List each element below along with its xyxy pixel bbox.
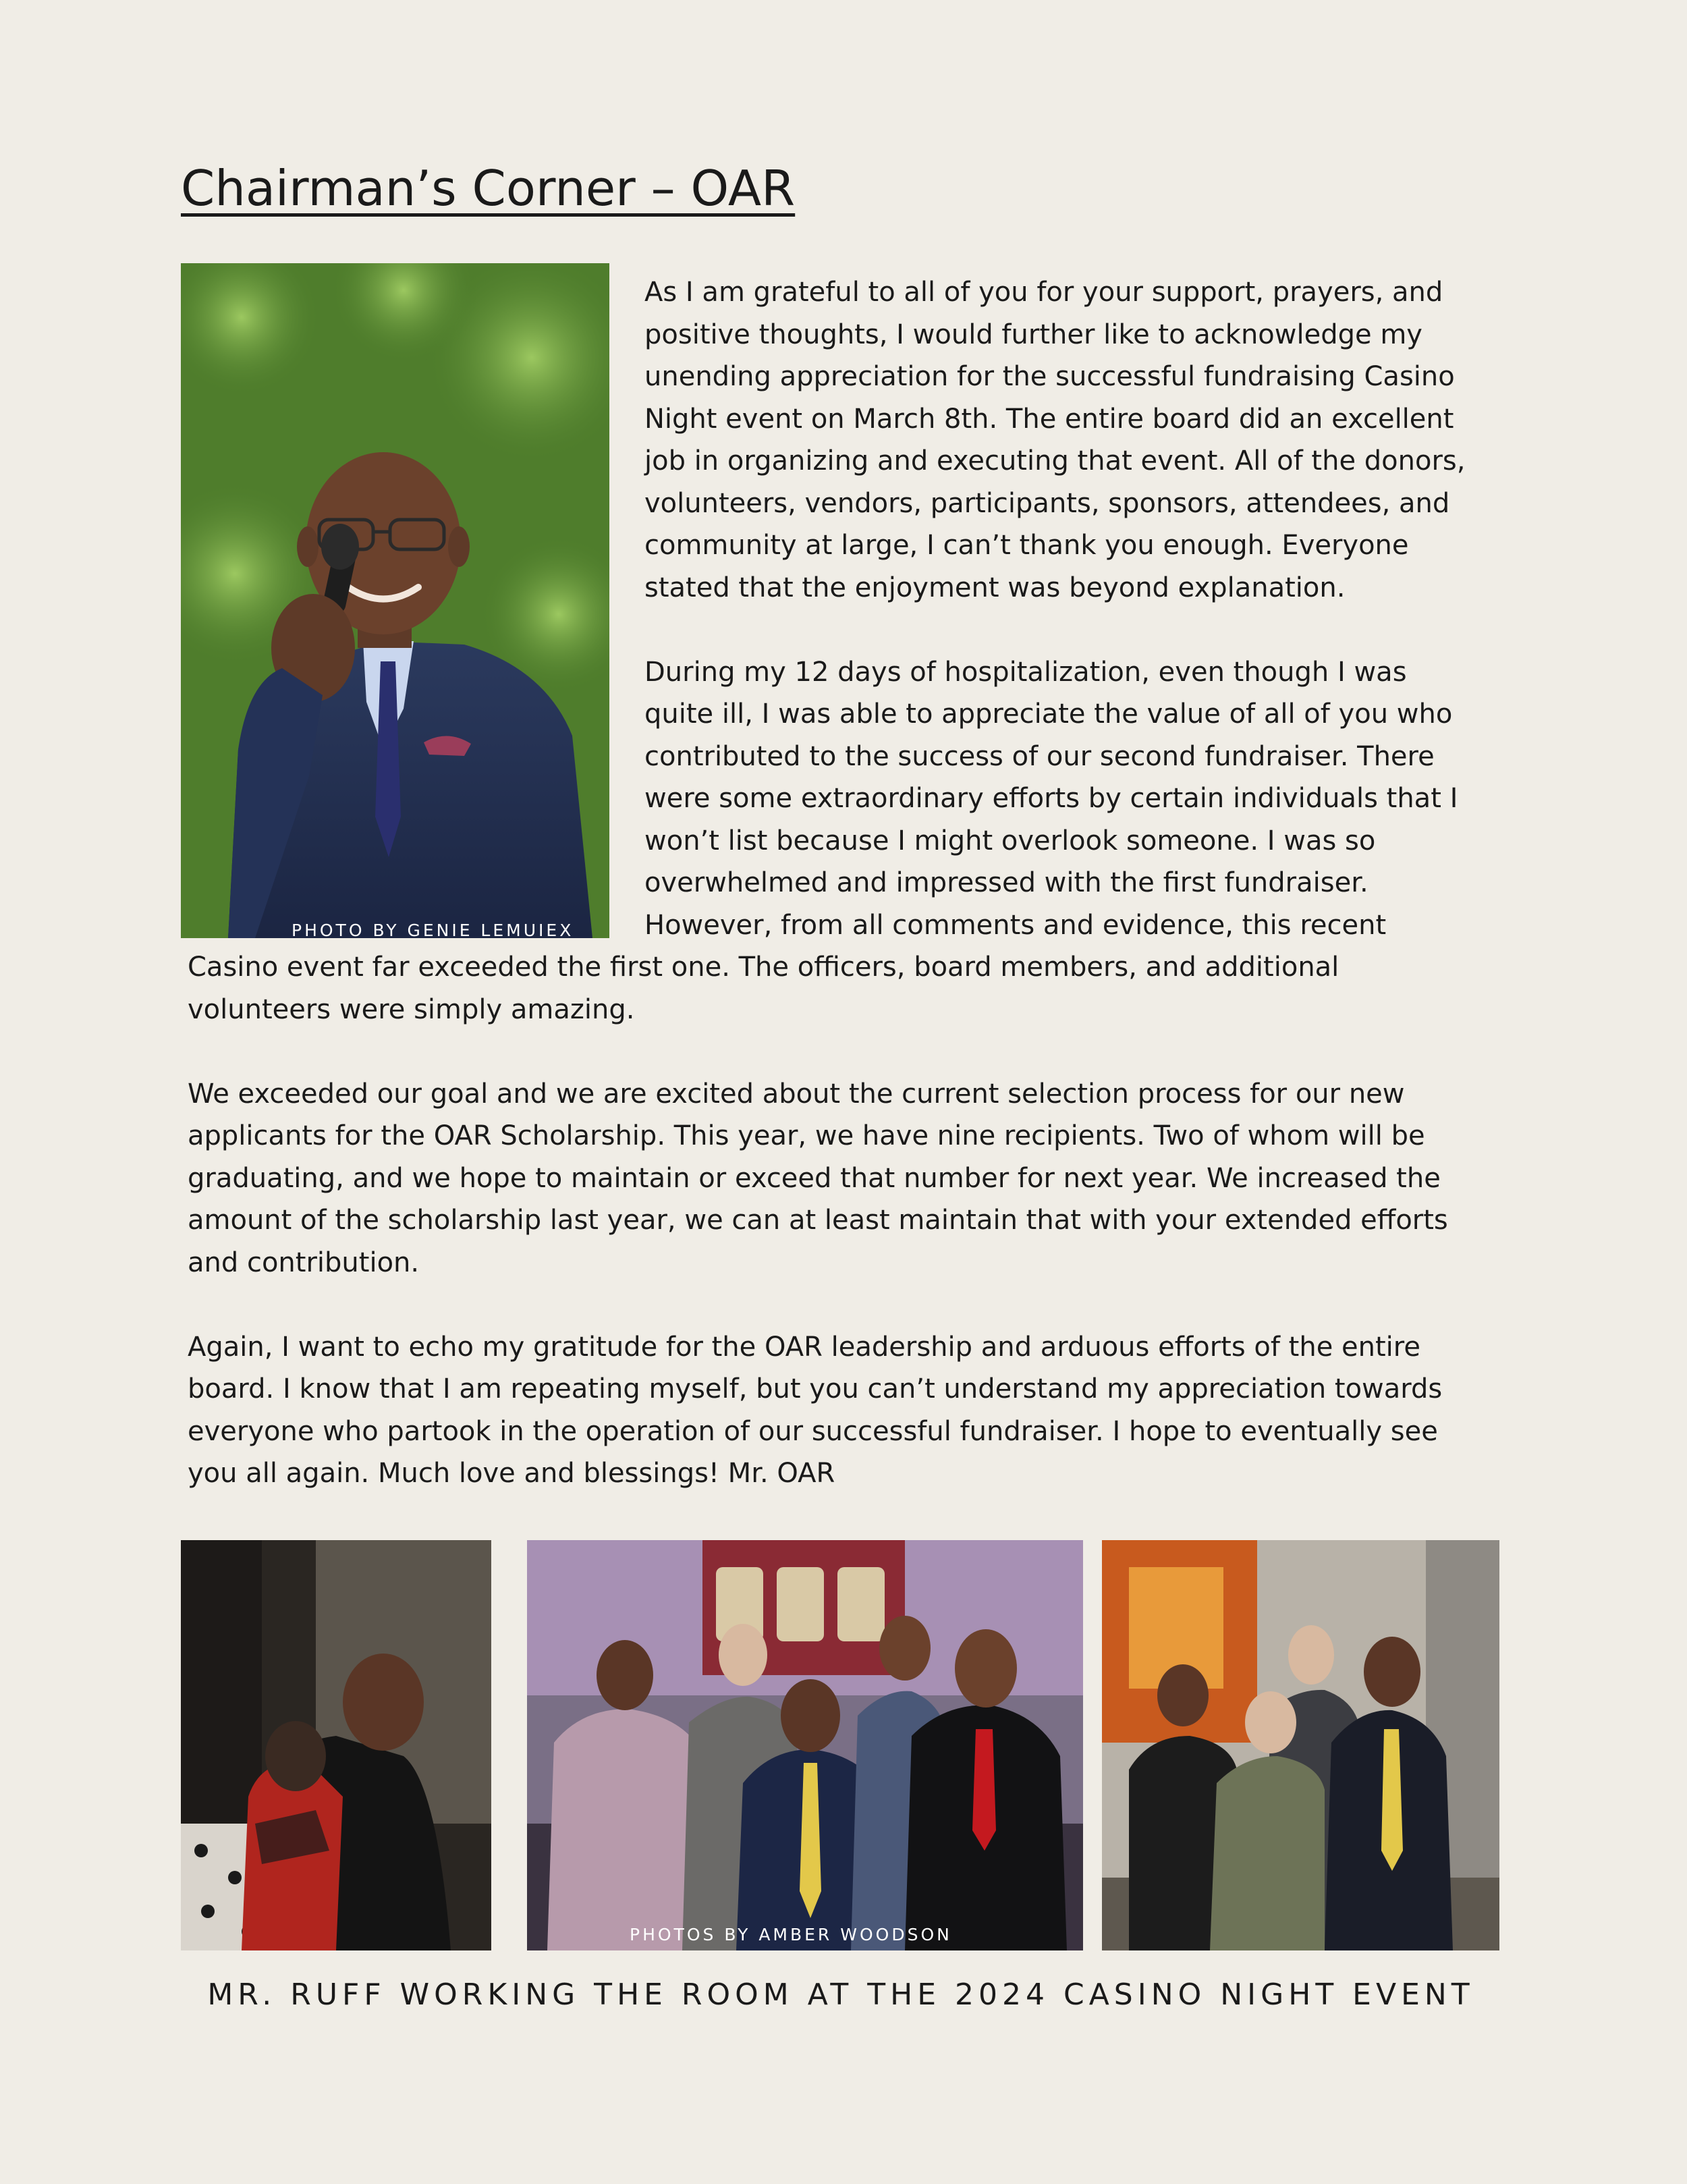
group-photos-credit: PHOTOS BY AMBER WOODSON xyxy=(630,1925,952,1944)
article-body xyxy=(188,263,1470,1537)
portrait-photo-credit: PHOTO BY GENIE LEMUIEX xyxy=(292,921,574,938)
photo-caption: MR. RUFF WORKING THE ROOM AT THE 2024 CASINO NIGHT EVENT xyxy=(207,1977,1474,2012)
paragraph-4: Again, I want to echo my gratitude for the OAR leadership and arduous efforts of the entire board. I know that I am repeating myself, but you can’t understand my appreciation towards everyone who partook in the operation of our successful fundraiser. I hope to eventually see you all again. Much love and blessings! Mr. OAR xyxy=(188,1331,1443,1489)
event-photo-four-people-illustration xyxy=(1102,1540,1499,1950)
event-photo-hug-illustration xyxy=(181,1540,491,1950)
chairman-portrait-illustration xyxy=(181,263,609,938)
event-photo-group xyxy=(527,1540,1083,1950)
event-photo-hug xyxy=(181,1540,491,1950)
event-photo-four-people xyxy=(1102,1540,1499,1950)
page-title: Chairman’s Corner – OAR xyxy=(181,160,796,217)
chairman-portrait-photo xyxy=(181,263,609,938)
paragraph-2: During my 12 days of hospitalization, even though I was quite ill, I was able to appreciate the value of all of you who contributed to the success of our second fundraiser. There were some extraordinary efforts by certain individuals that I won’t list because I might overlook someone. I was so overwhelmed and impressed with the first fundraiser. However, from all comments and evidence, this recent Casino event far exceeded the first one. The officers, board members, and additional volunteers were simply amazing. xyxy=(188,656,1458,1025)
paragraph-1: As I am grateful to all of you for your support, prayers, and positive thoughts, I would further like to acknowledge my unending appreciation for the successful fundraising Casino Night event on March 8th. The entire board did an excellent job in organizing and executing that event. All of the donors, volunteers, vendors, participants, sponsors, attendees, and community at large, I can’t thank you enough. Everyone stated that the enjoyment was beyond explanation. xyxy=(644,277,1466,603)
event-photo-group-illustration xyxy=(527,1540,1083,1950)
paragraph-3: We exceeded our goal and we are excited about the current selection process for our new applicants for the OAR Scholarship. This year, we have nine recipients. Two of whom will be graduating, and we hope to maintain or exceed that number for next year. We increased the amount of the scholarship last year, we can at least maintain that with your extended efforts and contribution. xyxy=(188,1078,1448,1278)
